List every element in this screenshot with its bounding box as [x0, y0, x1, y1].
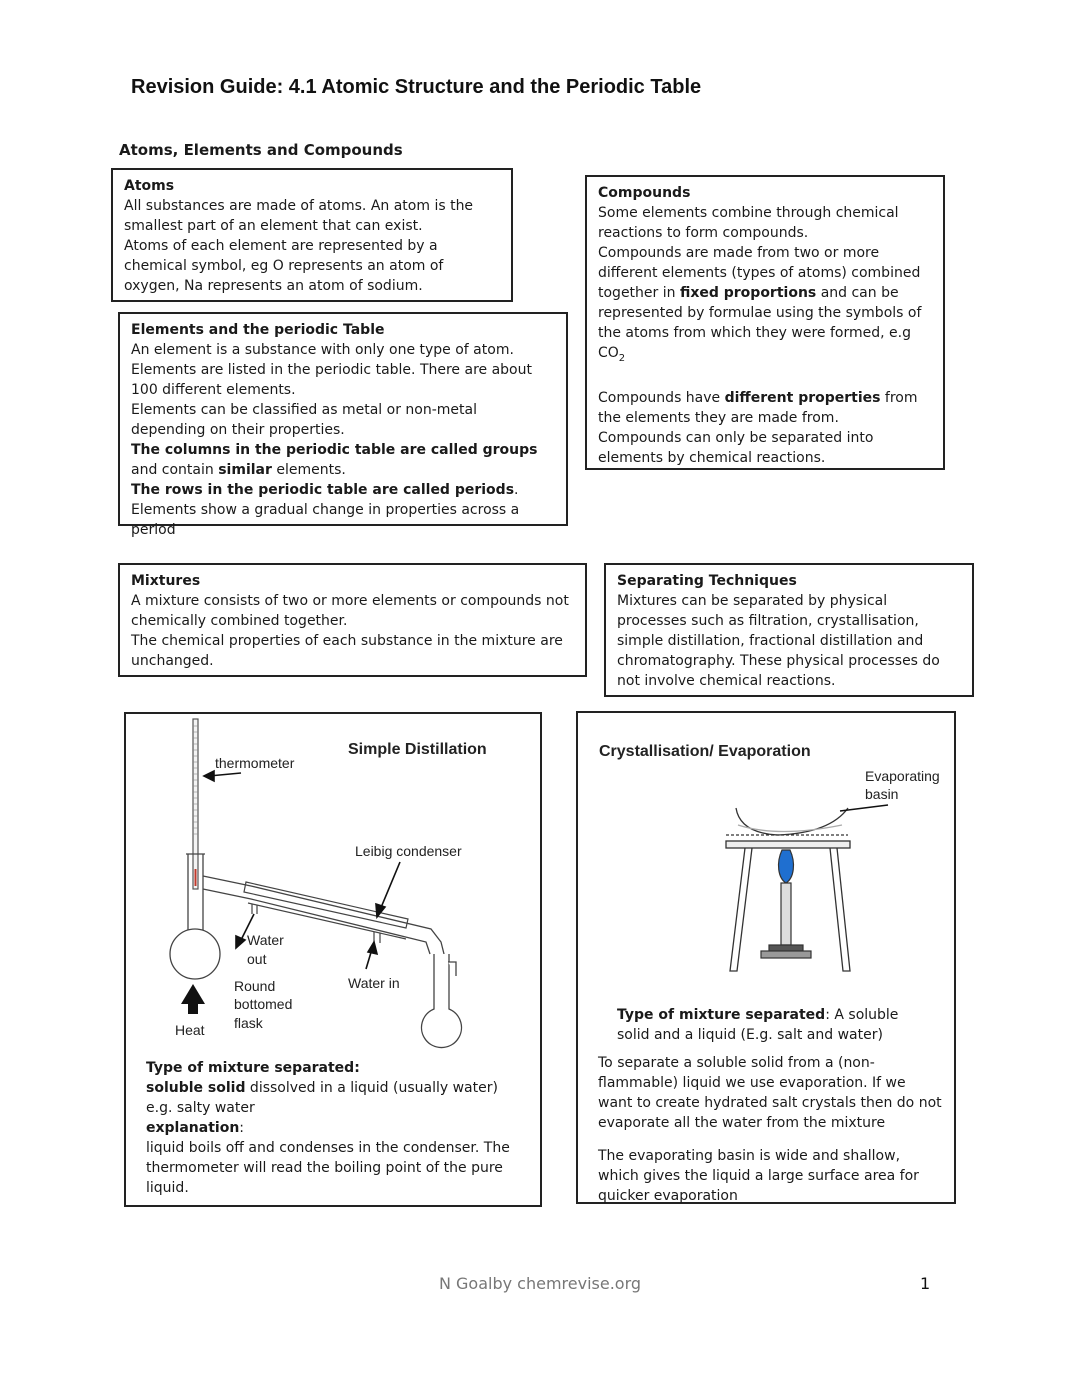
evaporating-basin-icon	[726, 808, 848, 835]
elements-box	[118, 312, 568, 538]
separating-box	[604, 563, 974, 697]
footer-credit: N Goalby chemrevise.org	[438, 1274, 642, 1293]
separating-text: Mixtures can be separated by physical processes such as filtration, crystallisation, simple distillation, fractional distillation and chromatography. These physical processes do not involve chemical reactions.	[617, 593, 940, 689]
elements-periods	[131, 480, 555, 540]
co2-subscript: 2	[618, 352, 626, 364]
compounds-text-1: Some elements combine through chemical reactions to form compounds.	[598, 205, 899, 241]
label-flask-2: bottomed	[234, 996, 293, 1012]
compounds-text-3-end: from the elements they are made from.	[598, 389, 918, 426]
crystallisation-panel	[576, 711, 956, 1204]
label-thermometer: thermometer	[215, 755, 295, 771]
label-basin-1: Evaporating	[865, 768, 940, 784]
mixtures-text-1: A mixture consists of two or more elements or compounds not chemically combined together.	[131, 593, 569, 629]
compounds-heading: Compounds	[598, 185, 691, 201]
label-water-out-1: Water	[247, 932, 284, 948]
compounds-text-2-end: and can be represented by formulae using the symbols of the atoms from which they were formed, e.g CO	[598, 285, 922, 361]
compounds-text-4: Compounds can only be separated into elements by chemical reactions.	[598, 429, 874, 466]
compounds-text-2	[598, 243, 932, 369]
groups-end: elements.	[271, 462, 346, 478]
groups-mid: and contain	[131, 462, 219, 478]
label-water-in: Water in	[348, 975, 400, 991]
crystallisation-type-bold: Type of mixture separated	[617, 1007, 826, 1023]
label-basin-2: basin	[865, 786, 899, 802]
fixed-proportions: fixed proportions	[679, 285, 817, 301]
mixtures-box	[118, 563, 587, 677]
label-flask-1: Round	[234, 978, 276, 994]
separating-heading: Separating Techniques	[617, 573, 797, 589]
distillation-type-bold: soluble solid	[146, 1080, 246, 1096]
periods-end: . Elements show a gradual change in properties across a period	[131, 482, 520, 538]
atoms-heading: Atoms	[124, 178, 175, 194]
compounds-text-3-start: Compounds have	[598, 389, 725, 406]
elements-heading: Elements and the periodic Table	[131, 322, 385, 338]
label-water-out-2: out	[247, 951, 267, 967]
heat-arrow-icon	[181, 984, 205, 1014]
groups-similar: similar	[218, 462, 272, 478]
distillation-panel	[124, 712, 542, 1207]
distillation-title: Simple Distillation	[348, 741, 487, 758]
crystallisation-title: Crystallisation/ Evaporation	[599, 743, 811, 760]
crystallisation-type-text: : A soluble solid and a liquid (E.g. salt and water)	[617, 1007, 899, 1043]
label-heat: Heat	[175, 1022, 205, 1038]
section-heading: Atoms, Elements and Compounds	[119, 141, 403, 159]
elements-text-1: An element is a substance with only one type of atom.	[131, 342, 514, 358]
page-title: Revision Guide: 4.1 Atomic Structure and the Periodic Table	[131, 76, 702, 98]
distillation-type-text: dissolved in a liquid (usually water) e.g. salty water	[146, 1080, 498, 1116]
distillation-type-heading: Type of mixture separated:	[146, 1060, 360, 1076]
explanation-text: liquid boils off and condenses in the condenser. The thermometer will read the boiling point of the pure liquid.	[146, 1140, 510, 1196]
label-condenser: Leibig condenser	[355, 843, 462, 859]
distillation-text	[146, 1058, 526, 1198]
label-flask-3: flask	[234, 1015, 263, 1031]
compounds-text-3	[598, 388, 932, 428]
arrows	[204, 771, 400, 969]
compounds-text-2-start: Compounds are made from two or more different elements (types of atoms) combined together in	[598, 245, 921, 301]
crystallisation-para-1: To separate a soluble solid from a (non-flammable) liquid we use evaporation. If we want to create hydrated salt crystals then do not evaporate all the water from the mixture	[598, 1055, 942, 1131]
atoms-text-2: Atoms of each element are represented by a chemical symbol, eg O represents an atom of oxygen, Na represents an atom of sodium.	[124, 238, 444, 294]
crystallisation-para-2: The evaporating basin is wide and shallow, which gives the liquid a large surface area for quicker evaporation	[598, 1148, 919, 1204]
atoms-text-1: All substances are made of atoms. An atom is the smallest part of an element that can exist.	[124, 198, 474, 234]
receiving-flask-icon	[422, 954, 462, 1048]
explanation-heading: explanation	[146, 1120, 240, 1136]
mixtures-text-2: The chemical properties of each substance in the mixture are unchanged.	[131, 633, 563, 669]
page-number: 1	[920, 1274, 931, 1293]
elements-groups	[131, 440, 555, 480]
compounds-box	[585, 175, 945, 470]
atoms-box	[111, 168, 513, 302]
different-properties: different properties	[724, 389, 881, 406]
crystallisation-type	[617, 1005, 922, 1045]
elements-text-3: Elements can be classified as metal or non-metal depending on their properties.	[131, 402, 477, 438]
bunsen-burner-icon	[761, 850, 811, 958]
elements-text-2: Elements are listed in the periodic table. There are about 100 different elements.	[131, 362, 532, 398]
explanation-colon: :	[239, 1120, 245, 1136]
round-flask-icon	[170, 929, 220, 979]
groups-bold: The columns in the periodic table are called groups	[131, 442, 538, 458]
mixtures-heading: Mixtures	[131, 573, 201, 589]
periods-bold: The rows in the periodic table are called periods	[131, 482, 515, 498]
